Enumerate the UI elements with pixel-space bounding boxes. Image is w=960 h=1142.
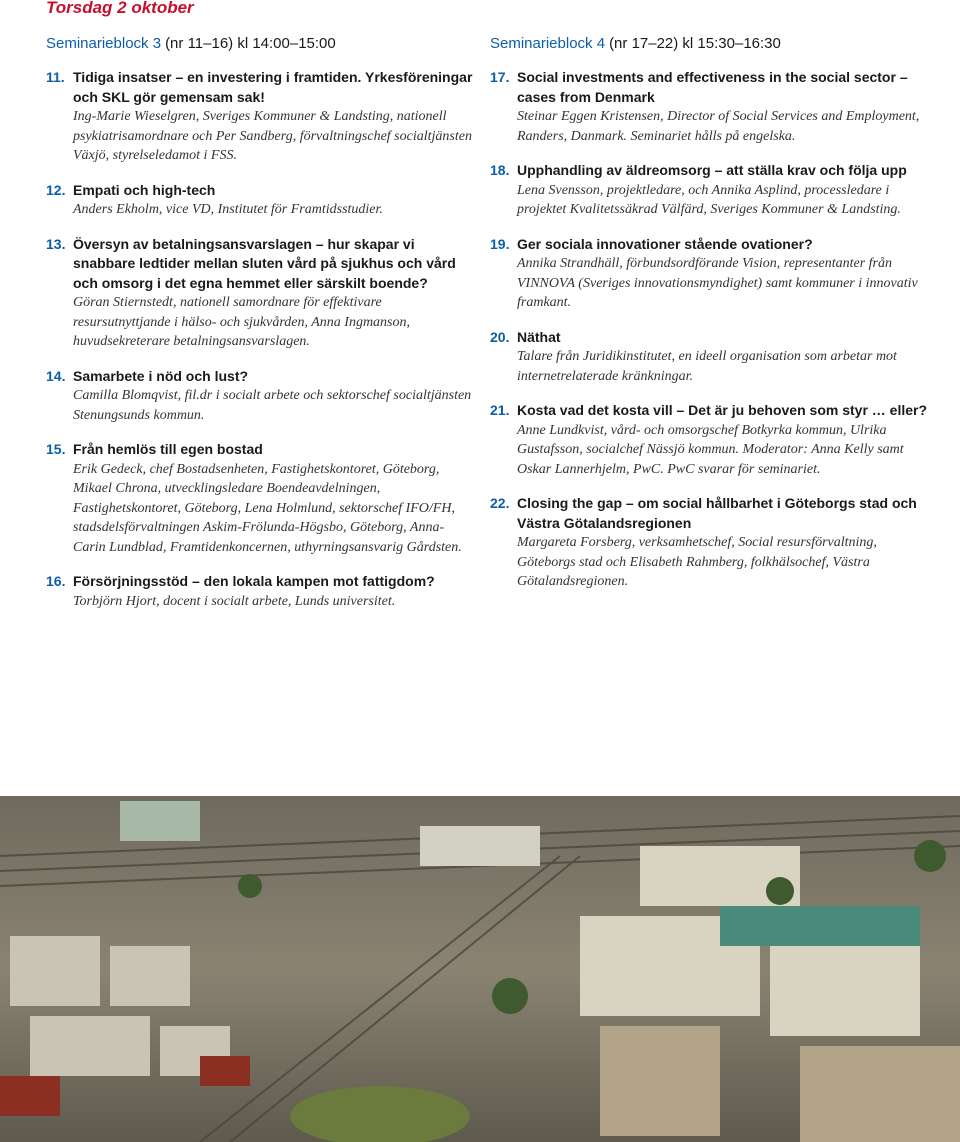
session-speakers: Erik Gedeck, chef Bostadsenheten, Fastighetskontoret, Göteborg, Mikael Chrona, utvecklingsledare Boendeavdelningen, Fastighetskontoret, Göteborg, Lena Holmlund, sektorschef IFO/FH, stadsdelsförvaltningen Askim-Frölunda-Högsbo, Göteborg, Anna-Carin Lundblad, Framtidenkoncernen, uthyrningsansvarig Gårdsten.	[73, 461, 462, 555]
session-speakers: Lena Svensson, projektledare, och Annika Asplind, processledare i projektet Kvalitetssäkrad Välfärd, Sveriges Kommuner & Landsting.	[517, 182, 901, 217]
session-speakers: Torbjörn Hjort, docent i socialt arbete, Lunds universitet.	[73, 593, 396, 609]
session-title: Empati och high-tech	[73, 181, 216, 198]
session-title: Closing the gap – om social hållbarhet i Göteborgs stad och Västra Götalandsregionen	[517, 495, 917, 531]
session-speakers: Göran Stiernstedt, nationell samordnare för effektivare resursutnyttjande i hälso- och sjukvården, Anna Ingmanson, huvudsekreterare betalningsansvarslagen.	[73, 295, 411, 349]
session-item	[46, 572, 476, 611]
aerial-city-photo	[0, 796, 960, 1142]
session-speakers: Ing-Marie Wieselgren, Sveriges Kommuner & Landsting, nationell psykiatrisamordnare och Per Sandberg, förvaltningschef socialtjänsten Växjö, styrelseledamot i FSS.	[73, 109, 472, 163]
session-number: 20.	[490, 328, 510, 345]
session-number: 19.	[490, 235, 510, 252]
session-number: 12.	[46, 181, 66, 198]
session-speakers: Anne Lundkvist, vård- och omsorgschef Botkyrka kommun, Ulrika Gustafsson, socialchef Nässjö kommun. Moderator: Anna Kelly samt Oskar Lannerhjelm, PwC. PwC svarar för seminariet.	[517, 422, 904, 477]
session-title: Försörjningsstöd – den lokala kampen mot fattigdom?	[73, 573, 435, 589]
session-number: 15.	[46, 441, 66, 457]
session-item	[46, 440, 476, 557]
session-item	[490, 401, 930, 479]
session-item	[490, 235, 930, 313]
session-speakers: Steinar Eggen Kristensen, Director of Social Services and Employment, Randers, Danmark. Seminariet hålls på engelska.	[517, 109, 920, 144]
session-number: 17.	[490, 69, 510, 85]
seminar-block-4	[490, 34, 930, 607]
session-title: Ger sociala innovationer stående ovationer?	[517, 235, 813, 252]
session-title: Tidiga insatser – en investering i framtiden. Yrkesföreningar och SKL gör gemensam sak!	[73, 69, 473, 105]
session-item	[46, 68, 476, 166]
session-number: 11.	[46, 69, 65, 85]
session-number: 18.	[490, 162, 510, 178]
session-speakers: Camilla Blomqvist, fil.dr i socialt arbete och sektorschef socialtjänsten Stenungsunds kommun.	[73, 388, 472, 423]
session-item	[490, 494, 930, 592]
block-heading	[490, 34, 930, 54]
session-title: Kosta vad det kosta vill – Det är ju behoven som styr … eller?	[517, 402, 928, 418]
session-speakers: Annika Strandhäll, förbundsordförande Vision, representanter från VINNOVA (Sveriges innovationsmyndighet) samt kommuner i innovativ framkant.	[517, 256, 918, 310]
session-number: 22.	[490, 495, 510, 511]
session-speakers: Margareta Forsberg, verksamhetschef, Social resursförvaltning, Göteborgs stad och Elisabeth Rahmberg, folkhälsochef, Västra Götalandsregionen.	[517, 535, 877, 589]
session-title: Upphandling av äldreomsorg – att ställa krav och följa upp	[517, 162, 907, 178]
session-number: 14.	[46, 367, 66, 384]
session-item	[46, 367, 476, 426]
block-time: (nr 11–16) kl 14:00–15:00	[165, 35, 336, 52]
session-title: Samarbete i nöd och lust?	[73, 367, 249, 384]
session-title: Social investments and effectiveness in the social sector – cases from Denmark	[517, 69, 908, 105]
session-number: 13.	[46, 235, 66, 252]
block-time: (nr 17–22) kl 15:30–16:30	[609, 35, 781, 52]
session-item	[490, 328, 930, 387]
session-number: 21.	[490, 402, 510, 418]
block-name: Seminarieblock 4	[490, 35, 606, 52]
session-number: 16.	[46, 573, 66, 589]
session-speakers: Talare från Juridikinstitutet, en ideell organisation som arbetar mot internetrelaterade kränkningar.	[517, 349, 897, 384]
session-item	[46, 181, 476, 220]
session-item	[490, 161, 930, 220]
session-title: Översyn av betalningsansvarslagen – hur skapar vi snabbare ledtider mellan sluten vård på sjukhus och vård och omsorg i det egna hemmet eller särskilt boende?	[73, 235, 456, 291]
session-item	[46, 235, 476, 352]
day-title: Torsdag 2 oktober	[46, 0, 194, 17]
block-name: Seminarieblock 3	[46, 35, 162, 52]
session-title: Näthat	[517, 328, 561, 345]
session-speakers: Anders Ekholm, vice VD, Institutet för Framtidsstudier.	[73, 202, 383, 217]
session-item	[490, 68, 930, 146]
block-heading	[46, 34, 476, 54]
session-title: Från hemlös till egen bostad	[73, 441, 263, 457]
seminar-block-3	[46, 34, 476, 626]
